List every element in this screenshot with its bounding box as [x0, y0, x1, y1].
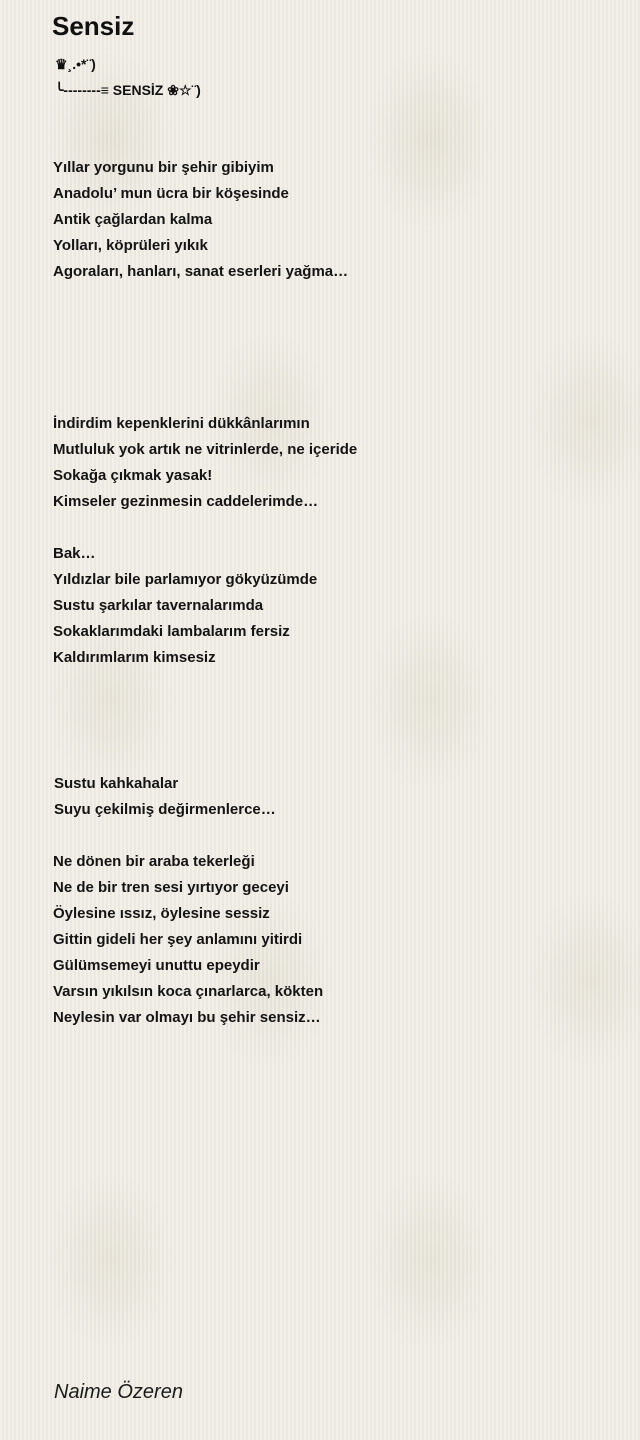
- decoration-line-2: ╰--------≡ SENSİZ ❀☆¨): [55, 82, 201, 98]
- stanza-4: [54, 771, 614, 823]
- stanza-1: [53, 155, 613, 285]
- poem-line: Öylesine ıssız, öylesine sessiz: [53, 905, 270, 922]
- author-name: Naime Özeren: [54, 1381, 183, 1403]
- poem-line: Neylesin var olmayı bu şehir sensiz…: [53, 1009, 321, 1026]
- poem-line: İndirdim kepenklerini dükkânlarımın: [53, 415, 310, 432]
- poem-line: Yolları, köprüleri yıkık: [53, 237, 208, 254]
- poem-line: Ne de bir tren sesi yırtıyor geceyi: [53, 879, 289, 896]
- poem-line: Suyu çekilmiş değirmenlerce…: [54, 801, 276, 818]
- poem-line: Sustu kahkahalar: [54, 775, 179, 792]
- poem-line: Gülümsemeyi unuttu epeydir: [53, 957, 260, 974]
- poem-line: Agoraları, hanları, sanat eserleri yağma…: [53, 263, 349, 280]
- poem-line: Sustu şarkılar tavernalarımda: [53, 597, 264, 614]
- poem-line: Bak…: [53, 545, 96, 562]
- poem-line: Kimseler gezinmesin caddelerimde…: [53, 493, 319, 510]
- poem-line: Ne dönen bir araba tekerleği: [53, 853, 255, 870]
- poem-line: Antik çağlardan kalma: [53, 211, 213, 228]
- decoration-line-1: ♛¸.•*¨): [55, 56, 96, 72]
- poem-title: Sensiz: [52, 11, 135, 41]
- stanza-2: [53, 411, 613, 515]
- poem-line: Varsın yıkılsın koca çınarlarca, kökten: [53, 983, 324, 1000]
- poem-line: Yıllar yorgunu bir şehir gibiyim: [53, 159, 274, 176]
- poem-line: Kaldırımlarım kimsesiz: [53, 649, 216, 666]
- stanza-5: [53, 849, 613, 1031]
- poem-line: Sokaklarımdaki lambalarım fersiz: [53, 623, 290, 640]
- poem-line: Yıldızlar bile parlamıyor gökyüzümde: [53, 571, 318, 588]
- poem-line: Mutluluk yok artık ne vitrinlerde, ne içeride: [53, 441, 358, 458]
- poem-line: Anadolu’ mun ücra bir köşesinde: [53, 185, 289, 202]
- poem-line: Sokağa çıkmak yasak!: [53, 467, 213, 484]
- stanza-3: [53, 541, 613, 671]
- poem-line: Gittin gideli her şey anlamını yitirdi: [53, 931, 303, 948]
